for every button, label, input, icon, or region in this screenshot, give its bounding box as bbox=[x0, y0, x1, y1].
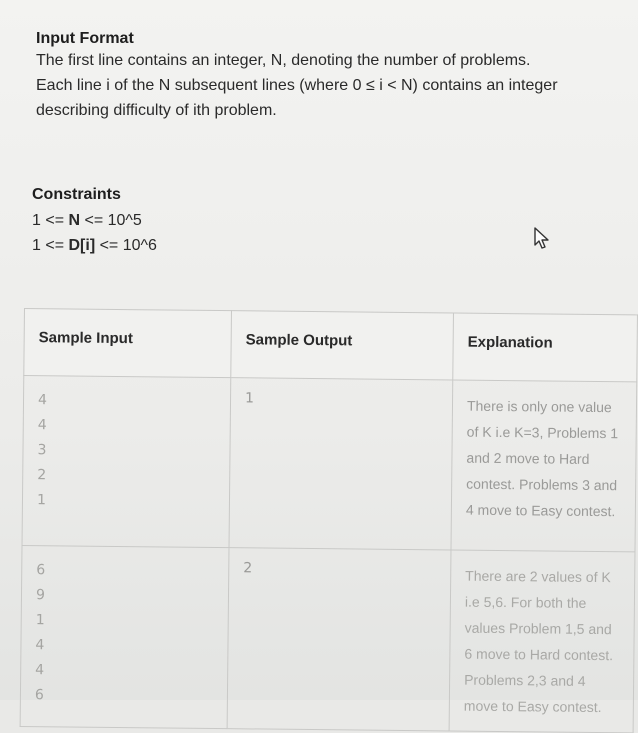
table-row bbox=[22, 376, 637, 552]
explanation-line: There are 2 values of K bbox=[465, 567, 611, 586]
sample-output-header: Sample Output bbox=[231, 311, 454, 380]
input-value: 4 bbox=[37, 392, 48, 409]
table-row bbox=[20, 545, 635, 732]
sample-table bbox=[20, 308, 638, 733]
explanation-line: i.e 5,6. For both the bbox=[464, 593, 587, 611]
sample-input-cell bbox=[20, 545, 229, 728]
explanation-line: Problems 2,3 and 4 bbox=[464, 671, 586, 689]
constraint-d-var: D[i] bbox=[68, 237, 96, 254]
explanation-line: 6 move to Hard contest. bbox=[464, 645, 614, 664]
constraints-section bbox=[32, 186, 612, 258]
input-value: 2 bbox=[37, 467, 47, 484]
explanation-line: There is only one value bbox=[466, 397, 612, 416]
mouse-pointer-icon bbox=[532, 226, 554, 255]
explanation-line: move to Easy contest. bbox=[463, 697, 602, 716]
constraints-heading: Constraints bbox=[32, 186, 121, 203]
sample-output-cell: 1 bbox=[229, 378, 453, 550]
constraint-d-prefix: 1 <= bbox=[32, 237, 69, 254]
explanation-line: contest. Problems 3 and bbox=[466, 475, 618, 494]
input-format-line-1: The first line contains an integer, N, denoting the number of problems. bbox=[36, 52, 531, 69]
input-value: 1 bbox=[35, 612, 45, 629]
sample-input-header: Sample Input bbox=[24, 309, 232, 378]
input-value: 4 bbox=[35, 662, 45, 679]
sample-output-cell: 2 bbox=[227, 548, 451, 731]
constraint-n-var: N bbox=[68, 212, 81, 229]
input-value: 4 bbox=[35, 637, 45, 654]
input-value: 4 bbox=[37, 417, 47, 434]
input-value: 6 bbox=[34, 687, 44, 704]
input-value: 1 bbox=[36, 492, 46, 509]
input-value: 9 bbox=[35, 587, 45, 604]
input-value: 6 bbox=[36, 562, 46, 579]
sample-input-cell bbox=[22, 376, 231, 548]
explanation-cell bbox=[451, 380, 637, 552]
input-format-line-3: describing difficulty of ith problem. bbox=[36, 102, 277, 119]
constraint-d bbox=[32, 233, 612, 258]
explanation-line: 4 move to Easy contest. bbox=[465, 501, 616, 520]
constraint-n-suffix: <= 10^5 bbox=[80, 212, 142, 229]
explanation-header: Explanation bbox=[453, 313, 638, 382]
constraint-d-suffix: <= 10^6 bbox=[95, 237, 157, 254]
constraint-n-prefix: 1 <= bbox=[32, 212, 69, 229]
explanation-line: and 2 move to Hard bbox=[466, 449, 590, 467]
explanation-cell bbox=[449, 550, 635, 733]
input-format-heading: Input Format bbox=[36, 30, 134, 47]
explanation-line: values Problem 1,5 and bbox=[464, 619, 612, 638]
constraint-n bbox=[32, 208, 612, 233]
input-format-line-2: Each line i of the N subsequent lines (where 0 ≤ i < N) contains an integer bbox=[36, 77, 558, 94]
sample-table-header-row bbox=[24, 309, 638, 382]
input-value: 3 bbox=[37, 442, 47, 459]
input-format-section bbox=[36, 30, 616, 123]
explanation-line: of K i.e K=3, Problems 1 bbox=[466, 423, 619, 442]
